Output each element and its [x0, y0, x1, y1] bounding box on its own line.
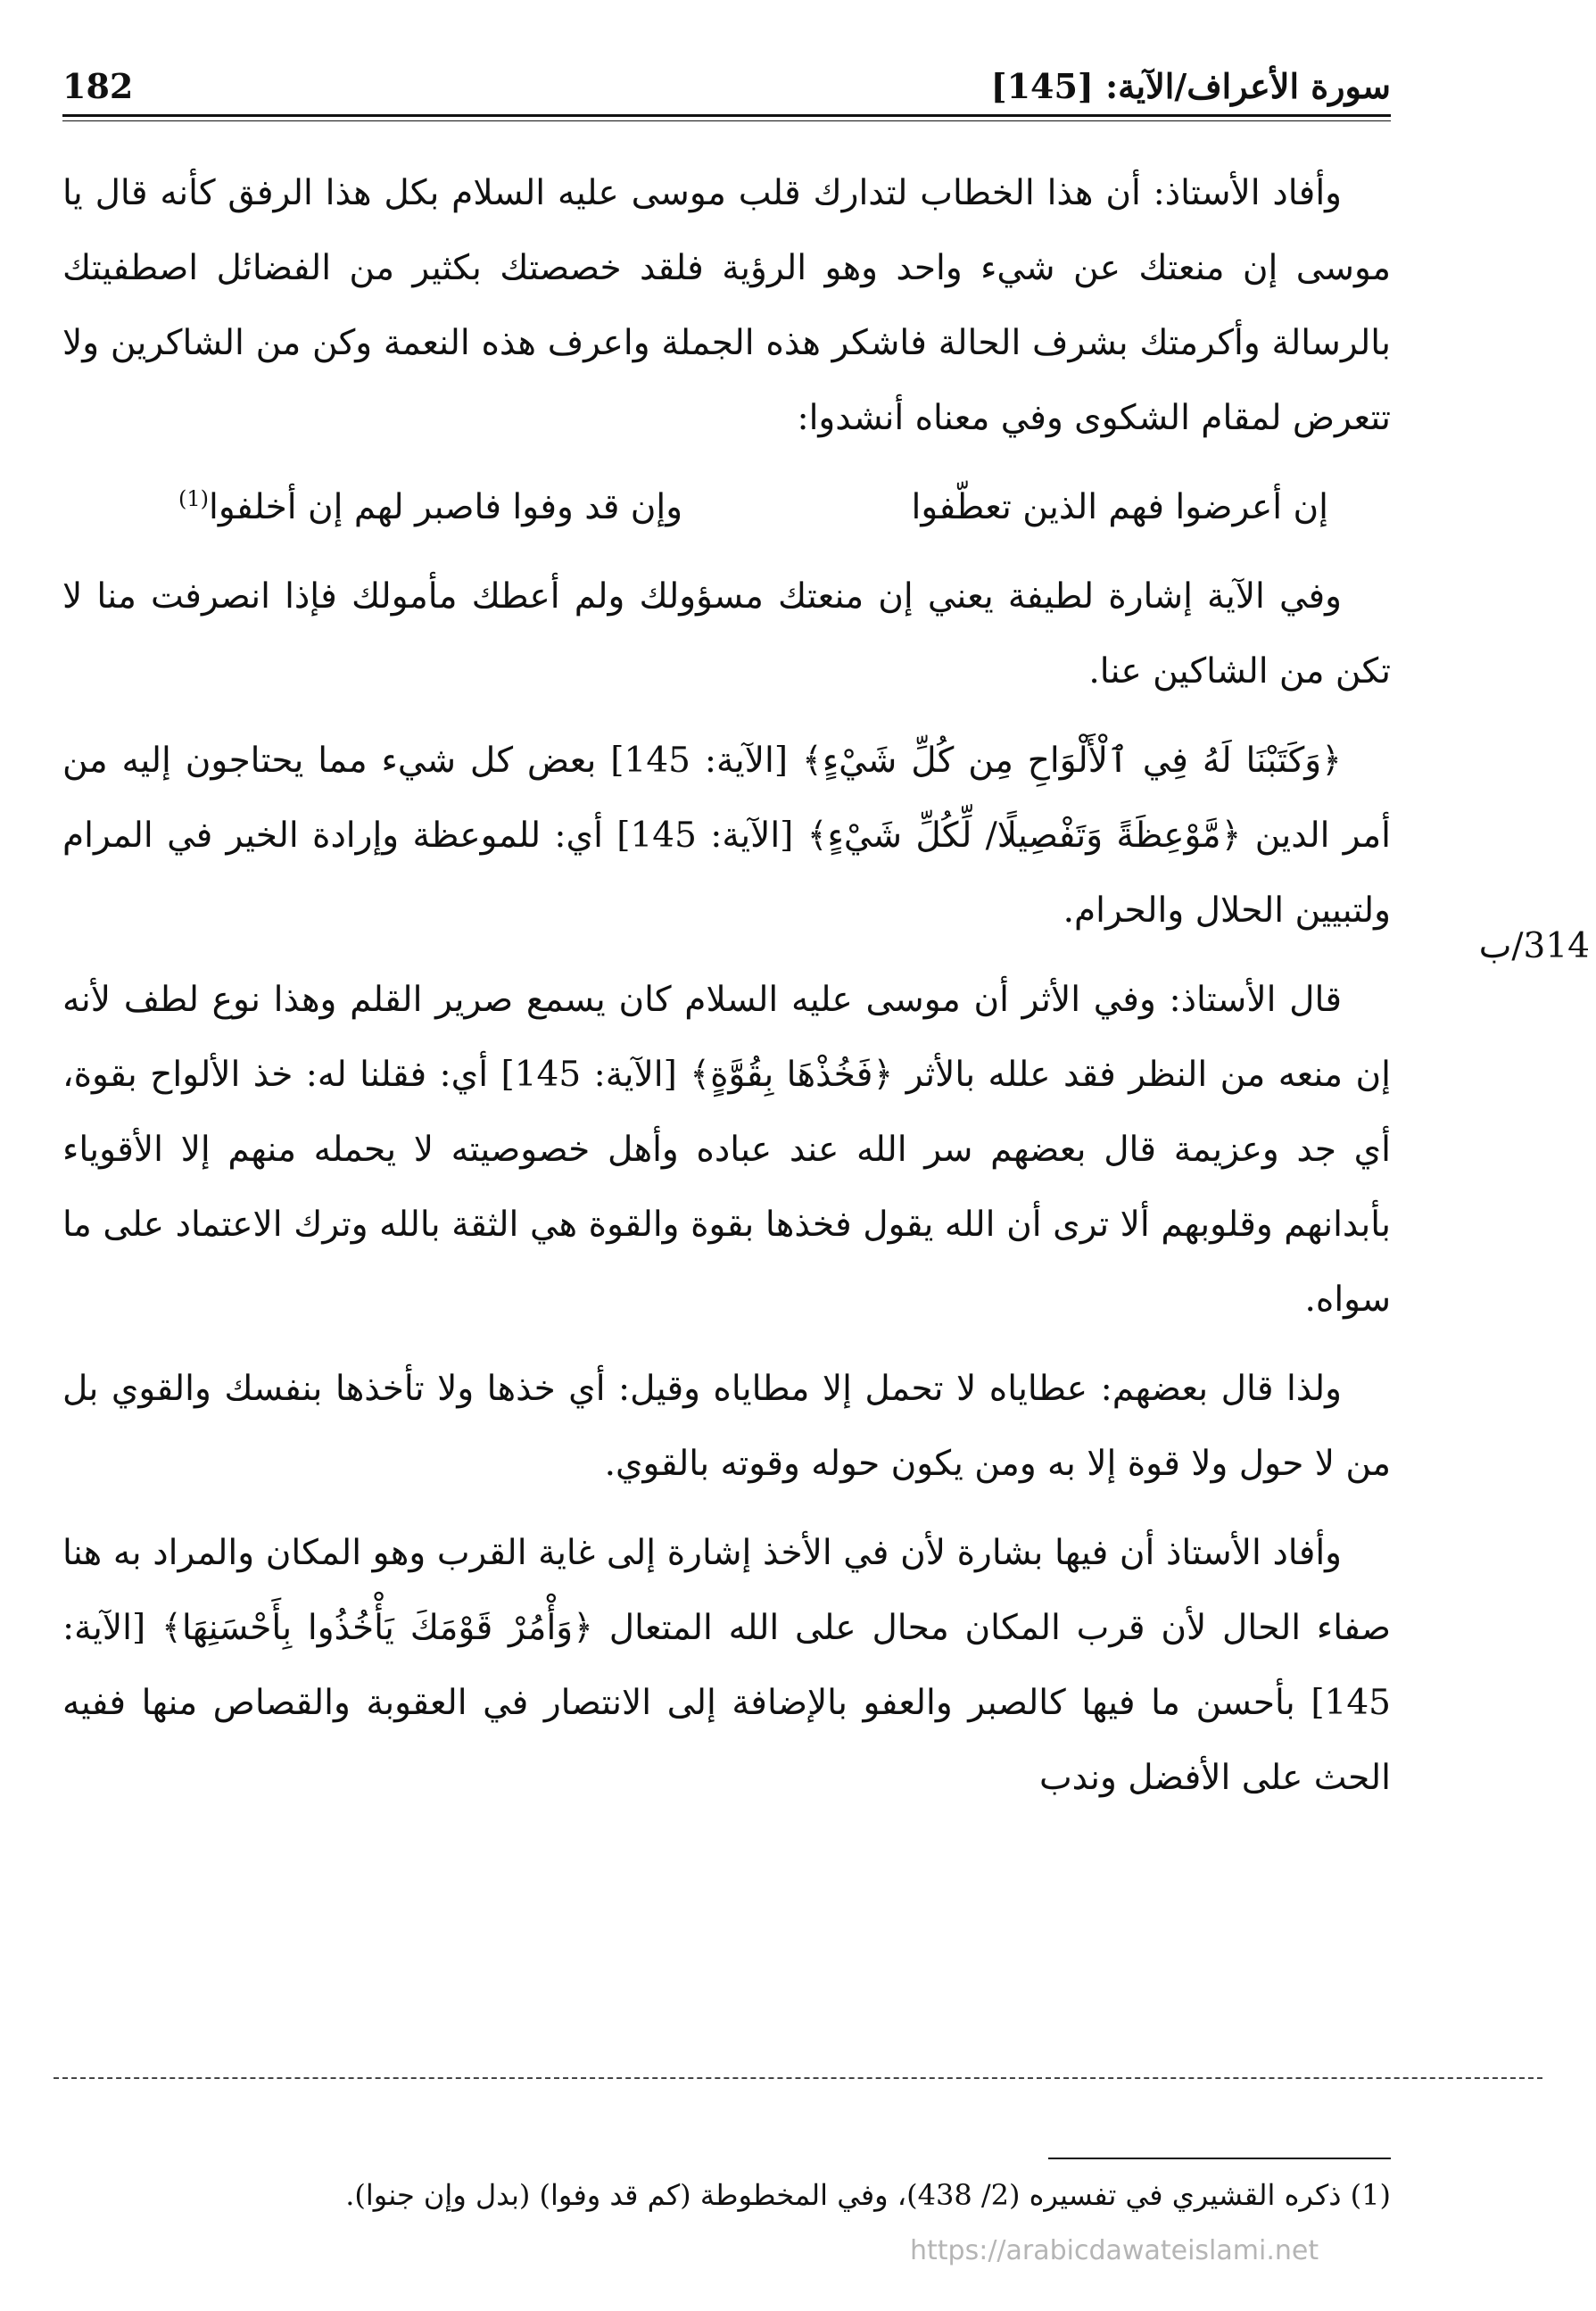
page-header — [62, 62, 1391, 109]
footnote-marker: (1) — [178, 486, 210, 511]
paragraph-2: وفي الآية إشارة لطيفة يعني إن منعتك مسؤولك ولم أعطك مأمولك فإذا انصرفت منا لا تكن من الشاكين عنا. — [62, 576, 1391, 692]
paragraph-6: وأفاد الأستاذ أن فيها بشارة لأن في الأخذ إشارة إلى غاية القرب وهو المكان والمراد به هنا صفاء الحال لأن قرب المكان محال على الله المتعال ﴿وَأْمُرْ قَوْمَكَ يَأْخُذُوا بِأَحْسَنِهَا﴾ [الآية: 145] بأحسن ما فيها كالصبر والعفو بالإضافة إلى الانتصار في العقوبة والقصاص منها ففيه الحث على الأفضل وندب — [62, 1533, 1391, 1798]
paragraph-5: ولذا قال بعضهم: عطاياه لا تحمل إلا مطاياه وقيل: أي خذها ولا تأخذها بنفسك والقوي بل من لا حول ولا قوة إلا به ومن يكون حوله وقوته بالقوي. — [62, 1369, 1391, 1484]
poem-verse — [62, 470, 1391, 545]
poem-hemistich-1: إن أعرضوا فهم الذين تعطّفوا — [911, 487, 1328, 527]
manuscript-folio-note: 314/ب — [1478, 926, 1590, 966]
watermark-url: https://arabicdawateislami.net — [910, 2235, 1319, 2266]
header-rule-thin — [62, 120, 1391, 121]
footnote: (1) ذكره القشيري في تفسيره (2/ 438)، وفي المخطوطة (كم قد وفوا) (بدل وإن جنوا). — [345, 2178, 1391, 2212]
paragraph-1: وأفاد الأستاذ: أن هذا الخطاب لتدارك قلب موسى عليه السلام بكل هذا الرفق كأنه قال يا موسى إن منعتك عن شيء واحد وهو الرؤية فلقد خصصتك بكثير من الفضائل اصطفيتك بالرسالة وأكرمتك بشرف الحالة فاشكر هذه الجملة واعرف هذه النعمة وكن من الشاكرين ولا تتعرض لمقام الشكوى وفي معناه أنشدوا: — [62, 173, 1391, 438]
running-title: سورة الأعراف/الآية: [145] — [990, 65, 1391, 106]
page-number: 182 — [62, 65, 134, 106]
paragraph-3: ﴿وَكَتَبْنَا لَهُ فِي ٱلْأَلْوَاحِ مِن كُلِّ شَيْءٍ﴾ [الآية: 145] بعض كل شيء مما يحتاجون إليه من أمر الدين ﴿مَّوْعِظَةً وَتَفْصِيلًا/ لِّكُلِّ شَيْءٍ﴾ [الآية: 145] أي: للموعظة وإرادة الخير في المرام ولتبيين الحلال والحرام. — [62, 741, 1391, 931]
header-rule — [62, 114, 1391, 117]
main-text — [62, 156, 1391, 1830]
paragraph-4: قال الأستاذ: وفي الأثر أن موسى عليه السلام كان يسمع صرير القلم وهذا نوع لطف لأنه إن منعه من النظر فقد علله بالأثر ﴿فَخُذْهَا بِقُوَّةٍ﴾ [الآية: 145] أي: فقلنا له: خذ الألواح بقوة، أي جد وعزيمة قال بعضهم سر الله عند عباده وأهل خصوصيته لا يحمله منهم إلا الأقوياء بأبدانهم وقلوبهم ألا ترى أن الله يقول فخذها بقوة والقوة هي الثقة بالله وترك الاعتماد على ما سواه. — [62, 980, 1391, 1320]
poem-hemistich-2: وإن قد وفوا فاصبر لهم إن أخلفوا$^{(1)}$ — [178, 486, 683, 527]
footnote-rule — [1048, 2158, 1391, 2159]
dashed-separator — [54, 2077, 1542, 2079]
